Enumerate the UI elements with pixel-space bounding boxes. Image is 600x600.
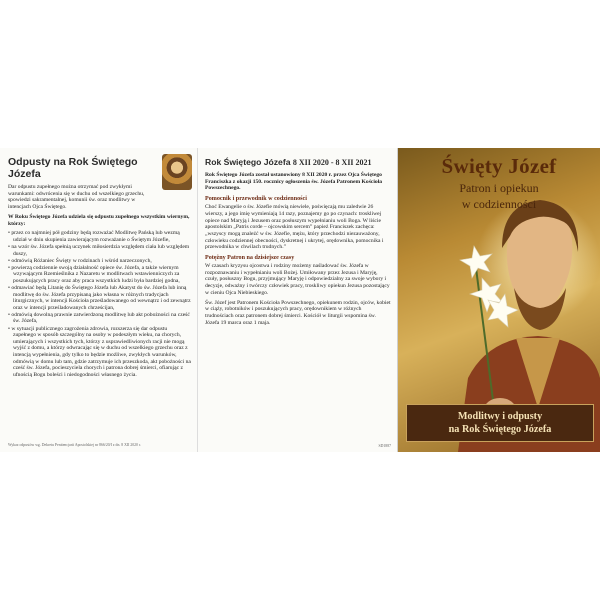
- section-paragraph: Św. Józef jest Patronem Kościoła Powszechnego, opiekunem rodzin, ojców, kobiet w ciąży, robotników i poszukujących pracy, orędownikiem w różnych trudnościach oraz patronem dobrej śmierci. Kościół w liturgii wspomina św. Józefa 19 marca oraz 1 maja.: [205, 299, 391, 326]
- cover-panel: [398, 148, 600, 452]
- year-info-panel: [198, 148, 398, 452]
- prayer-card: [0, 148, 600, 452]
- indulgences-lead: W Roku Świętego Józefa udziela się odpustu zupełnego wszystkim wiernym, którzy:: [8, 213, 190, 227]
- section-paragraph: W czasach kryzysu ojcostwa i rodziny możemy naśladować św. Józefa w rozpoznawaniu i wypełnianiu woli Bożej. Umiłowany przez Jezusa i Maryję, czuły, posłuszny Bogu, przyjmujący Maryję i odpowiedzialny za swoje wybory i decyzje, odważny i twórczy człowiek pracy, troskliwy opiekun Jezusa pozostający w cieniu Ojca Niebieskiego.: [205, 263, 390, 296]
- section-heading: Pomocnik i przewodnik w codzienności: [205, 196, 307, 203]
- list-item: • odmówią dowolną prawnie zatwierdzoną modlitwę lub akt pobożności na cześć św. Józefa,: [8, 312, 191, 325]
- saint-joseph-thumbnail: [162, 154, 192, 190]
- list-item: • odmawiać będą Litanię do Świętego Józefa lub Akatyst do św. Józefa lub inną modlitwę do św. Józefa przypisaną jako własna w różnych tradycjach liturgicznych, w intencji Kościoła prześladowanego od wewnątrz i od zewnątrz oraz w intencji prześladowanych chrześcijan,: [8, 285, 191, 311]
- cover-title: Święty Józef: [441, 154, 557, 178]
- indulgences-panel: [0, 148, 198, 452]
- year-intro: Rok Świętego Józefa został ustanowiony 8 XII 2020 r. przez Ojca Świętego Franciszka z okazji 150. rocznicy ogłoszenia św. Józefa Patronem Kościoła Powszechnego.: [205, 172, 383, 192]
- year-title-text: Rok Świętego Józefa: [205, 157, 291, 167]
- cover-heading: [398, 154, 600, 211]
- section-heading: Potężny Patron na dzisiejsze czasy: [205, 255, 295, 262]
- decree-footnote: Wykaz odpustów wg. Dekretu Penitencjarii Apostolskiej nr 866/20/I z dn. 8 XII 2020 r.: [8, 443, 141, 447]
- product-code: SD1887: [378, 444, 391, 448]
- cover-subtitle-line1: Patron i opiekun: [459, 181, 539, 195]
- list-item: • na wzór św. Józefa spełnią uczynek miłosierdzia względem ciała lub względem duszy,: [8, 244, 191, 257]
- year-title: [205, 157, 391, 168]
- cover-band-line2: na Rok Świętego Józefa: [448, 424, 552, 435]
- indulgences-intro: Dar odpustu zupełnego można otrzymać pod zwykłymi warunkami: odwrócenia się w duchu od wszelkiego grzechu, spowiedzi sakramentalnej, komunii św. oraz modlitwy w intencjach Ojca Świętego.: [8, 184, 145, 211]
- list-item: • odmówią Różaniec Święty w rodzinach i wśród narzeczonych,: [8, 258, 191, 265]
- indulgences-list: [8, 230, 191, 378]
- list-item: • powierzą codziennie swoją działalność opiece św. Józefa, a także wiernym wzywającym Rzemieślnika z Nazaretu w modlitwach wstawienniczych za poszukujących pracy oraz aby praca wszystkich ludzi była bardziej godna,: [8, 265, 191, 285]
- list-item: • w sytuacji publicznego zagrożenia zdrowia, rozszerza się dar odpustu zupełnego w sposób szczególny na osoby w podeszłym wieku, na chorych, umierających i wszystkich tych, którzy z usprawiedliwionych racji nie mogą wyjść z domu, a którzy odwracając się w duchu od wszelkiego grzechu oraz z intencją wypełnienia, gdy tylko to będzie możliwe, zwykłych warunków, odmówią w domu lub tam, gdzie zatrzymuje ich przeszkoda, akt pobożności na cześć św. Józefa, pocieszyciela chorych i patrona dobrej śmierci, ofiarując z ufnością Bogu boleści i niedogodności własnego życia.: [8, 326, 191, 379]
- section-paragraph: Choć Ewangelie o św. Józefie mówią niewiele, poświęcają mu zaledwie 26 wierszy, a jego imię wymieniają 14 razy, poznajemy go po czynach: troskliwej opiece nad Maryją i Jezusem oraz posłuszym wypełnianiu woli Boga. W liście apostolskim „Patris corde – ojcowskim sercem” papież Franciszek zachęca: „wszyscy mogą znaleźć w św. Józefie, mężu, który przechodzi niezauważony, człowieku codziennej obecności, dyskretnej i ukrytej, orędownika, pomocnika i przewodnika w chwilach trudnych.”: [205, 204, 384, 251]
- cover-band: [406, 404, 594, 442]
- cover-band-line1: Modlitwy i odpusty: [457, 411, 543, 422]
- indulgences-title: Odpusty na Rok Świętego Józefa: [8, 156, 138, 180]
- year-dates: 8 XII 2020 - 8 XII 2021: [292, 158, 372, 167]
- list-item: • przez co najmniej pół godziny będą rozważać Modlitwę Pańską lub wezmą udział w dniu skupienia zawierającym rozważanie o Świętym Józefie,: [8, 230, 191, 243]
- cover-subtitle-line2: w codzienności: [461, 197, 537, 211]
